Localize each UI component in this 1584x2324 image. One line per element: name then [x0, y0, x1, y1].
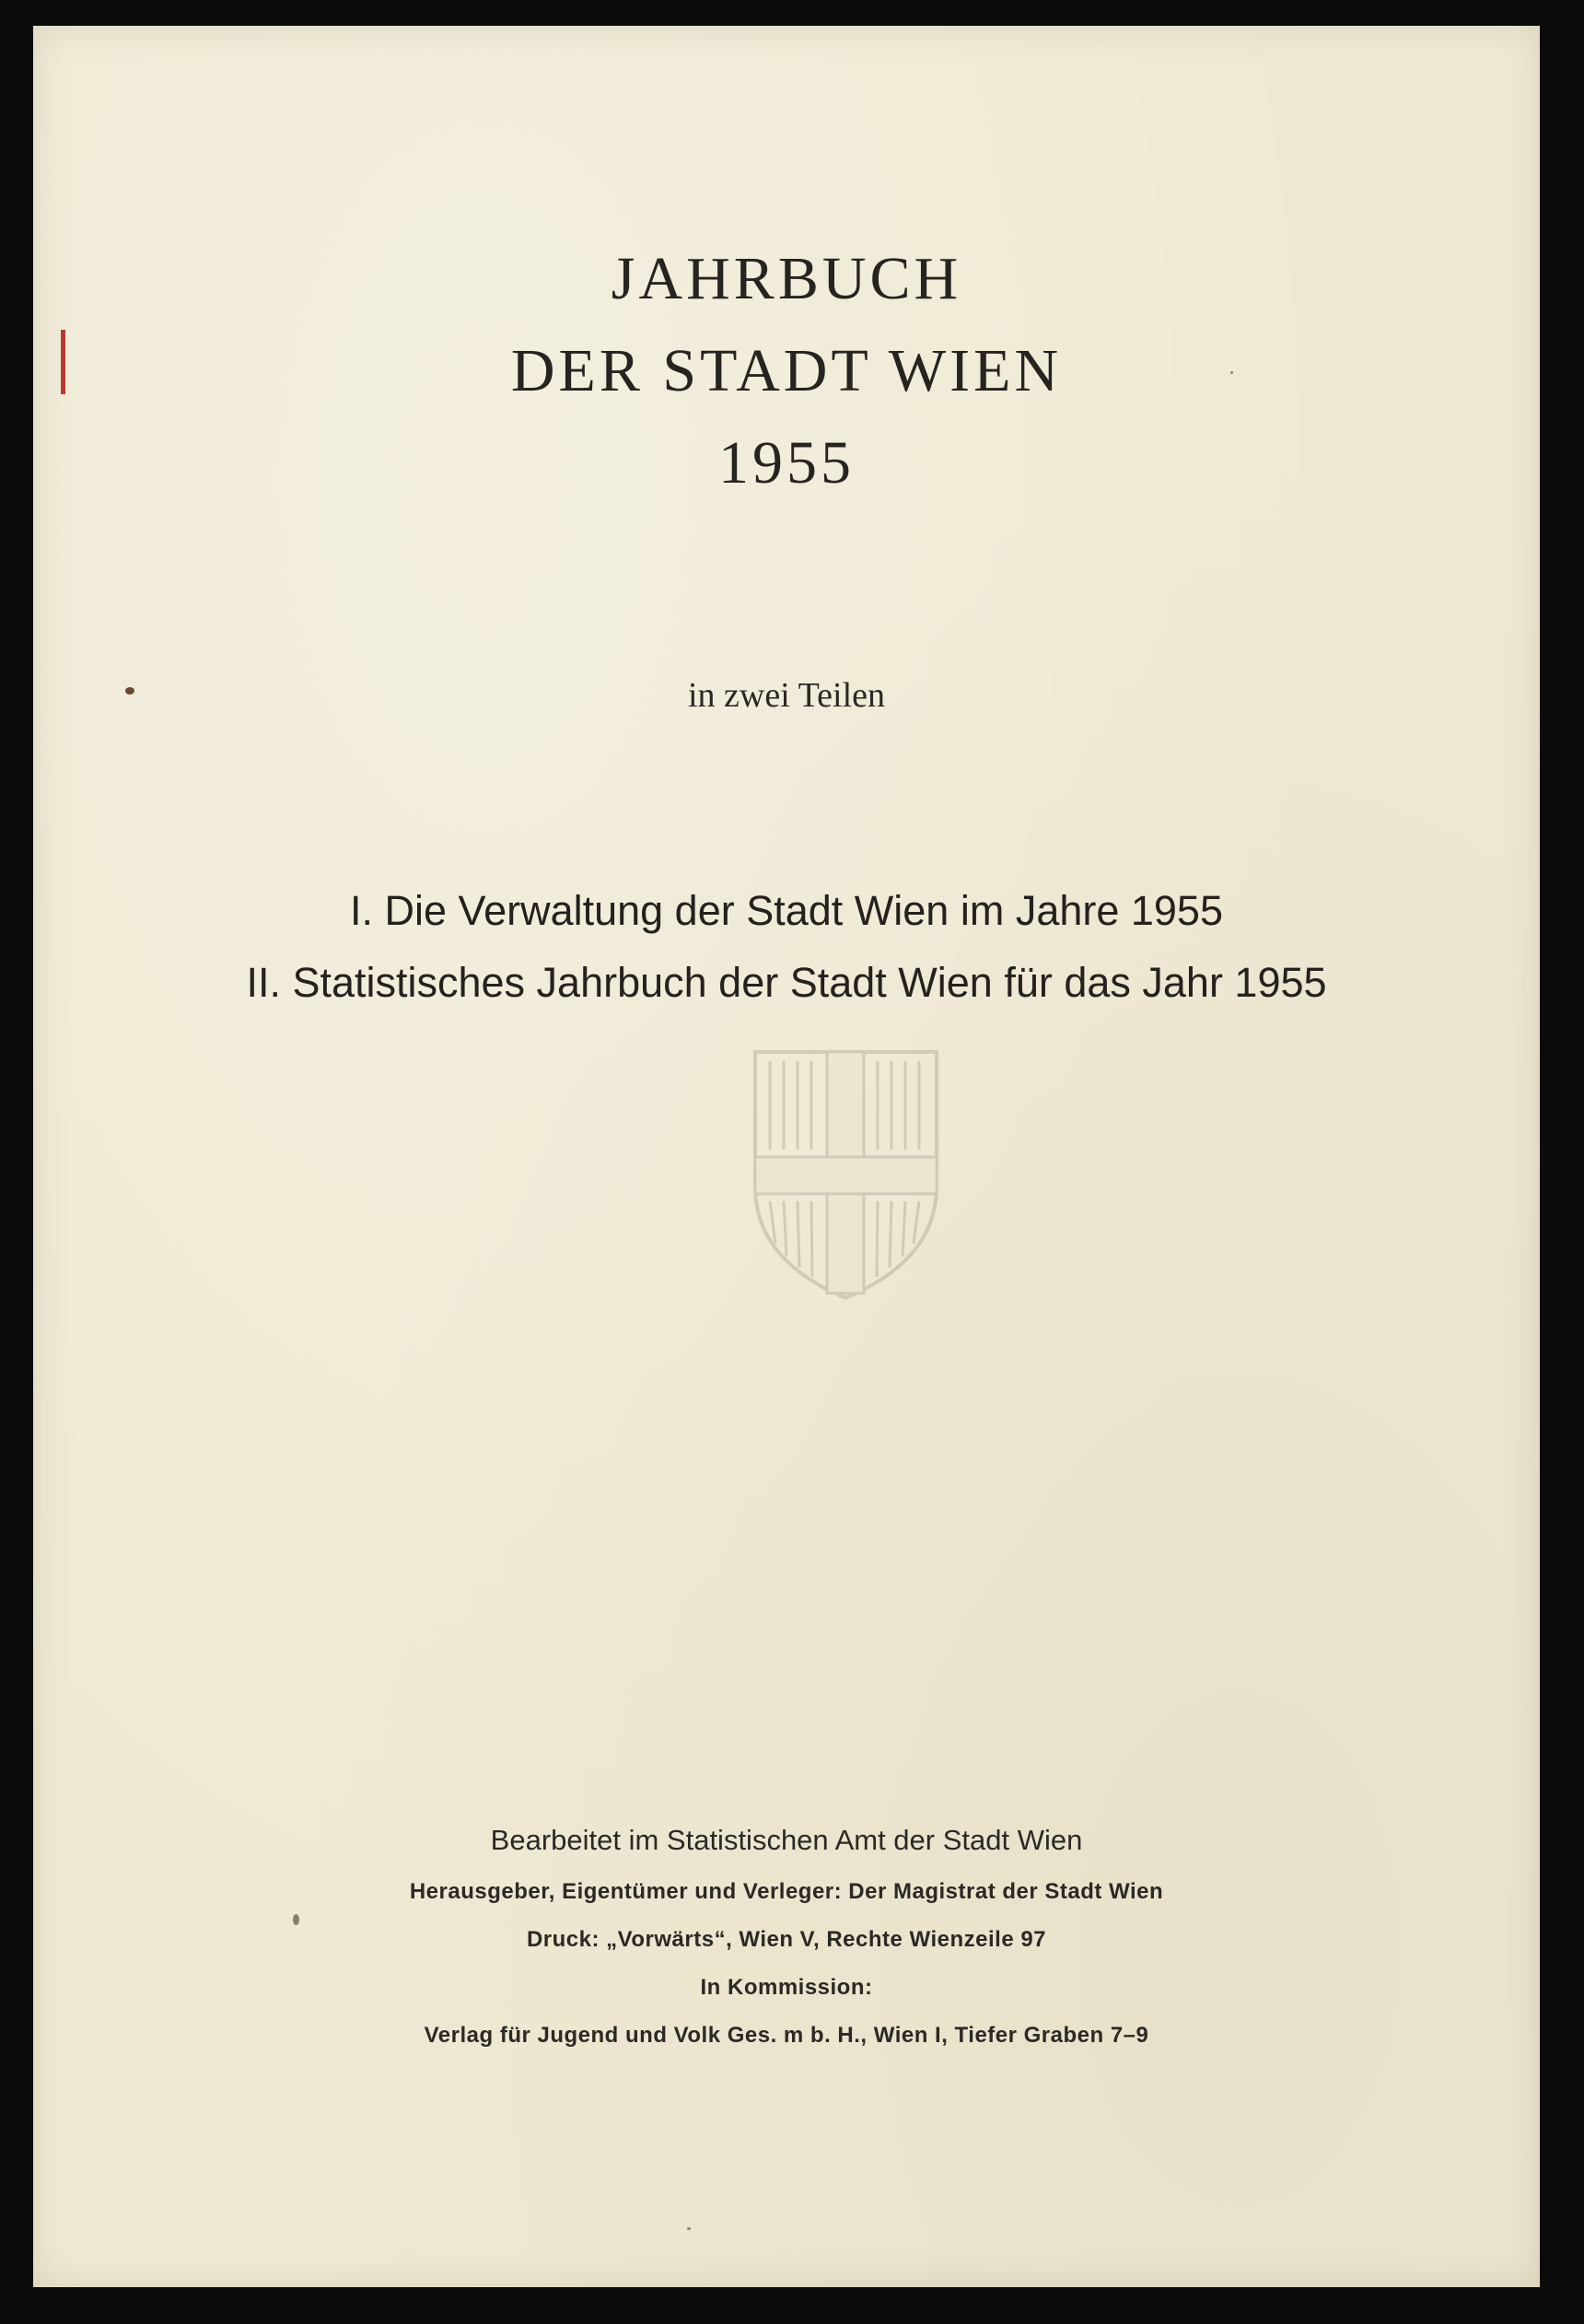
printer-line: Druck: „Vorwärts“, Wien V, Rechte Wienzeile 97	[526, 1927, 1047, 1952]
paper-speck	[687, 2227, 691, 2230]
publisher-line: Herausgeber, Eigentümer und Verleger: Der Magistrat der Stadt Wien	[409, 1879, 1164, 1904]
title-page	[33, 26, 1540, 2287]
parts-list	[33, 875, 1540, 1019]
title-line-1: JAHRBUCH	[611, 245, 962, 312]
imprint	[33, 1813, 1540, 2060]
part-2: II. Statistisches Jahrbuch der Stadt Wien für das Jahr 1955	[246, 959, 1327, 1006]
commission-label: In Kommission:	[700, 1975, 873, 2000]
title-year: 1955	[718, 429, 855, 496]
part-1: I. Die Verwaltung der Stadt Wien im Jahre 1955	[350, 887, 1223, 934]
commission-line: Verlag für Jugend und Volk Ges. m b. H., Wien I, Tiefer Graben 7–9	[424, 2023, 1149, 2048]
book-title	[33, 233, 1540, 509]
subtitle: in zwei Teilen	[687, 676, 885, 715]
title-line-2: DER STADT WIEN	[510, 337, 1063, 404]
edited-by: Bearbeitet im Statistischen Amt der Stadt Wien	[490, 1824, 1083, 1856]
vienna-coat-of-arms-icon	[751, 1048, 940, 1302]
